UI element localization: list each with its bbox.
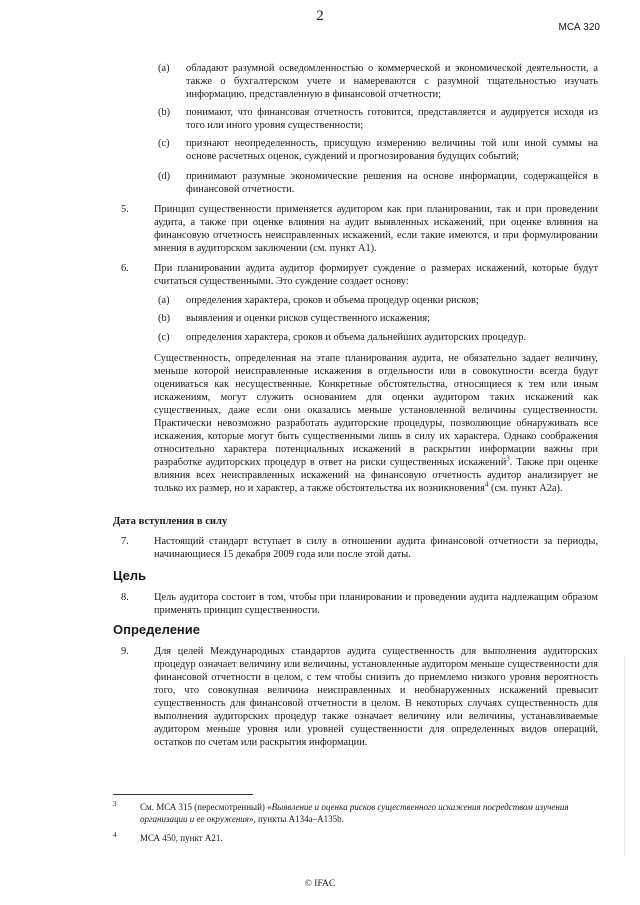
list-label: (a) bbox=[158, 63, 170, 74]
section-heading: Определение bbox=[113, 622, 201, 637]
footnote-text: См. МСА 315 (пересмотренный) « bbox=[140, 802, 272, 812]
paragraph-5: Принцип существенности применяется аудитором как при планировании, так и при проведении аудита, а также при оценке влияния на аудит выявленных искажений, при оценке влияния на финансовую отчетность неисправленных искажений, если такие имеются, и при формулировании мнения в аудиторском заключении (см. пункт А1). bbox=[154, 204, 598, 254]
paragraph-6-body bbox=[154, 352, 598, 495]
footnote-ref: 3 bbox=[506, 454, 510, 463]
list-item: определения характера, сроков и объема процедур оценки рисков; bbox=[186, 295, 479, 306]
paragraph-7: Настоящий стандарт вступает в силу в отношении аудита финансовой отчетности за периоды, начинающиеся 15 декабря 2009 года или после этой даты. bbox=[154, 536, 598, 560]
paragraph-9: Для целей Международных стандартов аудита существенность для выполнения аудиторских процедур означает величину или величины, установленные аудитором меньше существенности для финансовой отчетности в целом, с тем чтобы снизить до приемлемо низкого уровня вероятность того, что совокупная величина неисправленных и необнаруженных искажений превысит существенность для финансовой отчетности в целом. В некоторых случаях существенность для выполнения аудиторских процедур также означает величину или величины, устанавливаемые аудитором меньше уровня или уровней существенности для определенных видов операций, остатков по счетам или раскрытия информации. bbox=[154, 646, 598, 748]
footnote-divider bbox=[113, 794, 253, 795]
body-text: (см. пункт А2а). bbox=[488, 483, 563, 494]
footnote-ref: 4 bbox=[484, 480, 489, 489]
paragraph-8: Цель аудитора состоит в том, чтобы при планировании и проведении аудита надлежащим образом применять принцип существенности. bbox=[154, 592, 598, 616]
list-label: (d) bbox=[158, 171, 171, 182]
paragraph-number: 6. bbox=[121, 263, 129, 274]
body-text: . Также при оценке влияния всех неисправленных искажений на финансовую отчетность аудитор анализирует не только их размер, но и характер, а также обстоятельства их возникновения bbox=[154, 457, 598, 494]
footnote-title: Выявление и оценка рисков существенного искажения посредством изучения организации и ее окружения bbox=[140, 802, 569, 824]
paragraph-number: 5. bbox=[121, 204, 129, 215]
body-text: Существенность, определенная на этапе планирования аудита, не обязательно задает величину, меньше которой неисправленные искажения в отдельности или в совокупности всегда будут оцениваться как несущественные. Конкретные обстоятельства, относящиеся к тем или иным искажениям, могут служить основанием для оценки аудитором таких искажений как существенных, даже если они оказались меньше установленной величины существенности. Практически невозможно разработать аудиторские процедуры, позволяющие обнаруживать все искажения, которые могут быть существенными лишь в силу их характера. Однако соображения относительно характера потенциальных искажений в раскрытии информации важны при разработке аудиторских процедур в ответ на риски существенных искажений bbox=[154, 353, 598, 468]
paragraph-6-intro: При планировании аудита аудитор формирует суждение о размерах искажений, которые будут считаться существенными. Это суждение создает основу: bbox=[154, 263, 598, 287]
page-number: 2 bbox=[316, 8, 324, 24]
list-item: выявления и оценки рисков существенного искажения; bbox=[186, 313, 430, 324]
footnote-number: 3 bbox=[113, 800, 117, 808]
list-item: принимают разумные экономические решения на основе информации, содержащейся в финансовой отчетности. bbox=[186, 171, 598, 195]
list-label: (b) bbox=[158, 107, 171, 118]
scan-mark bbox=[624, 655, 625, 855]
footnote-3 bbox=[140, 802, 598, 825]
list-label: (c) bbox=[158, 332, 170, 343]
list-item: обладают разумной осведомленностью о коммерческой и экономической деятельности, а также о бухгалтерском учете и намереваются с разумной тщательностью изучать информацию, представленную в финансовой отчетности; bbox=[186, 63, 598, 100]
paragraph-number: 8. bbox=[121, 592, 129, 603]
paragraph-number: 9. bbox=[121, 646, 129, 657]
list-label: (a) bbox=[158, 295, 170, 306]
footnote-number: 4 bbox=[113, 831, 117, 839]
section-heading: Цель bbox=[113, 568, 147, 583]
list-item: понимают, что финансовая отчетность готовится, представляется и аудируется исходя из того или иного уровня существенности; bbox=[186, 107, 598, 131]
paragraph-number: 7. bbox=[121, 536, 129, 547]
footnote-text: », пункты А134а–А135b. bbox=[248, 813, 344, 824]
section-heading: Дата вступления в силу bbox=[113, 516, 228, 527]
footer-copyright: © IFAC bbox=[304, 879, 336, 889]
document-id: МСА 320 bbox=[558, 22, 600, 33]
footnote-4: МСА 450, пункт А21. bbox=[140, 833, 223, 843]
list-item: признают неопределенность, присущую измерению величины той или иной суммы на основе расчетных оценок, суждений и прогнозирования будущих событий; bbox=[186, 138, 598, 162]
list-label: (b) bbox=[158, 313, 171, 324]
list-label: (c) bbox=[158, 138, 170, 149]
list-item: определения характера, сроков и объема дальнейших аудиторских процедур. bbox=[186, 332, 527, 343]
